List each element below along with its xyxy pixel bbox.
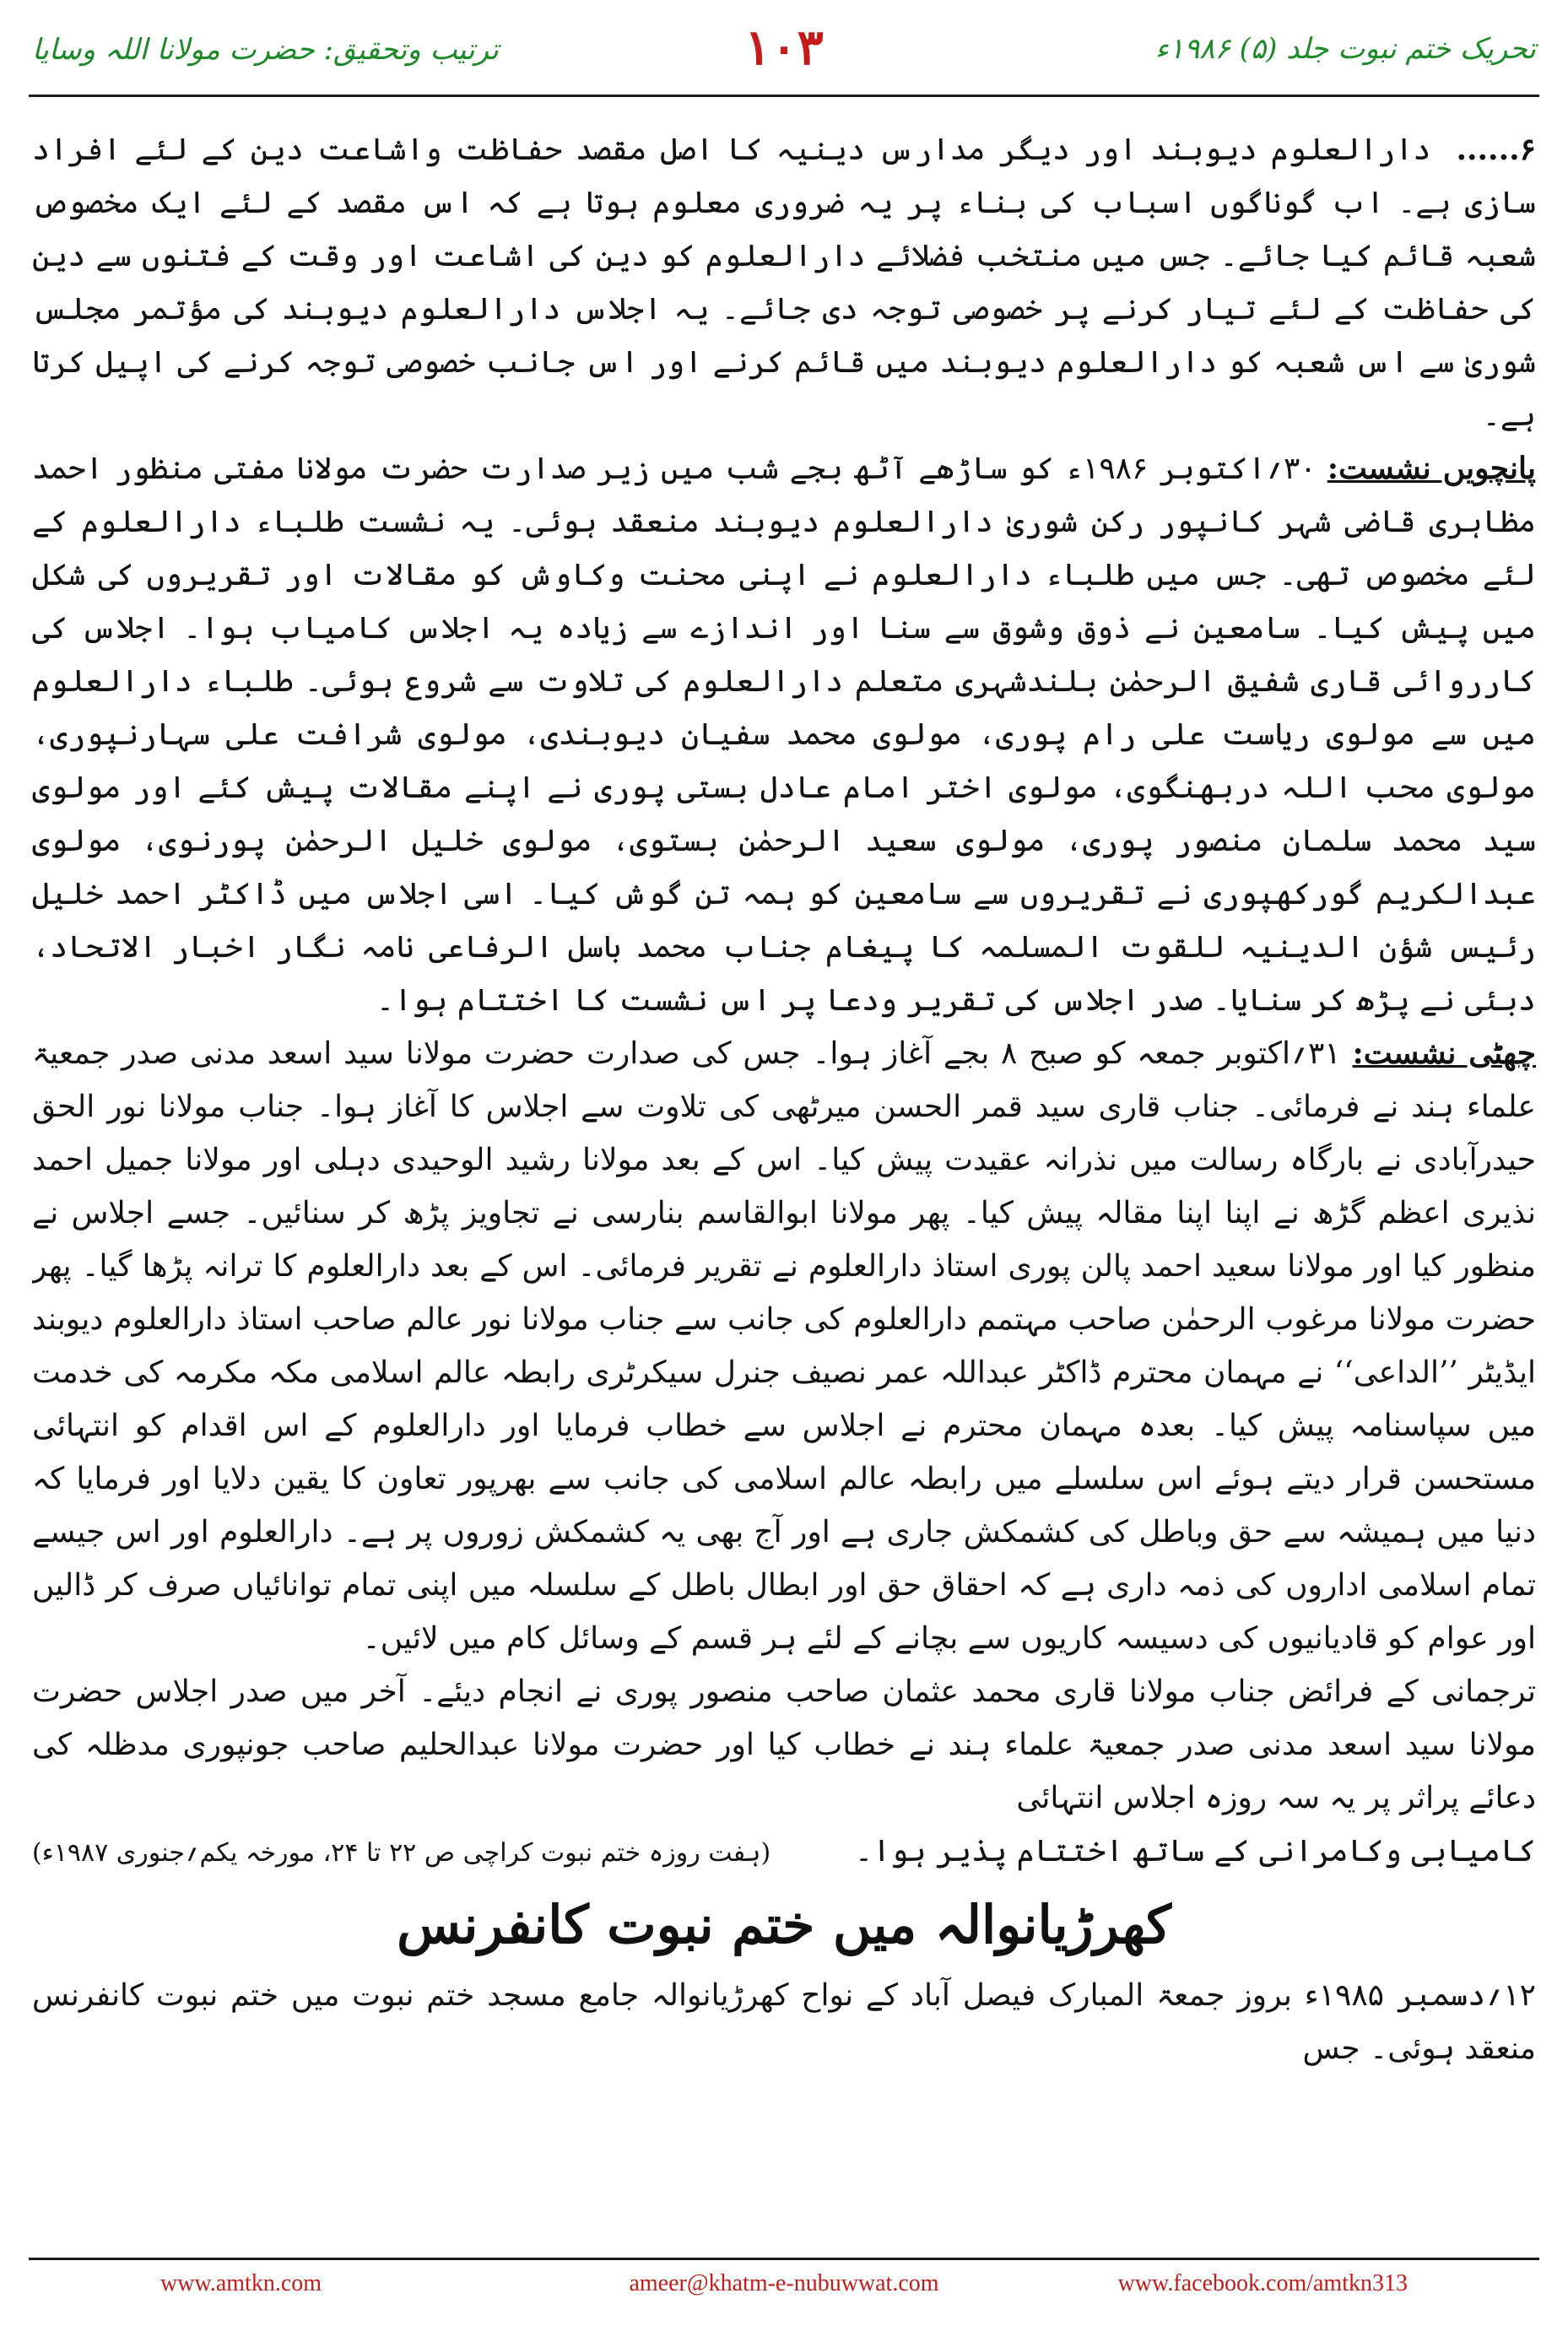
section-paragraph [32, 1969, 1536, 2075]
section-text: ۱۲؍دسمبر ۱۹۸۵ء بروز جمعۃ المبارک فیصل آباد کے نواح کھرڑیانوالہ جامع مسجد ختم نبوت میں ختم نبوت کانفرنس منعقد ہوئی۔ جس [32, 1978, 1536, 2066]
page-header [0, 0, 1568, 95]
header-compiler-credit: ترتیب وتحقیق: حضرت مولانا اللہ وسایا [32, 33, 499, 67]
session-6-heading: چھٹی نشست: [1352, 1036, 1536, 1071]
item-6-paragraph [32, 123, 1536, 442]
page-footer [0, 2270, 1568, 2321]
header-divider [29, 95, 1539, 97]
session-5-heading: پانچویں نشست: [1327, 451, 1536, 486]
closing-paragraph [32, 1665, 1536, 1825]
page-body [32, 123, 1536, 2225]
item-6-number: ۶...... [1456, 132, 1536, 167]
section-title: کھرڑیانوالہ میں ختم نبوت کانفرنس [397, 1894, 1171, 1955]
footer-divider [29, 2258, 1539, 2260]
session-5-text: ۳۰؍اکتوبر ۱۹۸۶ء کو ساڑھے آٹھ بجے شب میں زیر صدارت حضرت مولانا مفتی منظور احمد مظاہری قاضی شہر کانپور رکن شوریٰ دارالعلوم دیوبند منعقد ہوئی۔ یہ نشست طلباء دارالعلوم کے لئے مخصوص تھی۔ جس میں طلباء دارالعلوم نے اپنی محنت وکاوش کو مقالات اور تقریروں کی شکل میں پیش کیا۔ سامعین نے ذوق وشوق سے سنا اور اندازے سے زیادہ یہ اجلاس کامیاب ہوا۔ اجلاس کی کارروائی قاری شفیق الرحمٰن بلندشہری متعلم دارالعلوم کی تلاوت سے شروع ہوئی۔ طلباء دارالعلوم میں سے مولوی ریاست علی رام پوری، مولوی محمد سفیان دیوبندی، مولوی شرافت علی سہارنپوری، مولوی محب اللہ دربھنگوی، مولوی اختر امام عادل بستی پوری نے اپنے مقالات پیش کئے اور مولوی سید محمد سلمان منصور پوری، مولوی سعید الرحمٰن بستوی، مولوی خلیل الرحمٰن پورنوی، مولوی عبدالکریم گورکھپوری نے تقریروں سے سامعین کو ہمہ تن گوش کیا۔ اسی اجلاس میں ڈاکٹر احمد خلیل رئیس شؤن الدینیہ للقوت المسلمہ کا پیغام جناب محمد باسل الرفاعی نامہ نگار اخبار الاتحاد، دبئی نے پڑھ کر سنایا۔ صدر اجلاس کی تقریر ودعا پر اس نشست کا اختتام ہوا۔ [32, 452, 1536, 1018]
closing-text: ترجمانی کے فرائض جناب مولانا قاری محمد عثمان صاحب منصور پوری نے انجام دیئے۔ آخر میں صدر اجلاس حضرت مولانا سید اسعد مدنی صدر جمعیۃ علماء ہند نے خطاب کیا اور حضرت مولانا عبدالحلیم صاحب جونپوری مدظلہ کی دعائے پراثر پر یہ سہ روزہ اجلاس انتہائی [32, 1674, 1536, 1815]
page-number: ۱۰۳ [744, 19, 824, 76]
header-book-title: تحریک ختم نبوت جلد (۵) ۱۹۸۶ء [1154, 32, 1536, 66]
session-6-text: ۳۱؍اکتوبر جمعہ کو صبح ۸ بجے آغاز ہوا۔ جس کی صدارت حضرت مولانا سید اسعد مدنی صدر جمعیۃ علماء ہند نے فرمائی۔ جناب قاری سید قمر الحسن میرٹھی کی تلاوت سے اجلاس کا آغاز ہوا۔ جناب مولانا نور الحق حیدرآبادی نے بارگاہ رسالت میں نذرانہ عقیدت پیش کیا۔ اس کے بعد مولانا رشید الوحیدی دہلی اور مولانا جمیل احمد نذیری اعظم گڑھ نے اپنا اپنا مقالہ پیش کیا۔ پھر مولانا ابوالقاسم بنارسی نے تجاویز پڑھ کر سنائیں۔ جسے اجلاس نے منظور کیا اور مولانا سعید احمد پالن پوری استاذ دارالعلوم نے تقریر فرمائی۔ اس کے بعد دارالعلوم کا ترانہ پڑھا گیا۔ پھر حضرت مولانا مرغوب الرحمٰن صاحب مہتمم دارالعلوم کی جانب سے جناب مولانا نور عالم صاحب استاذ دارالعلوم دیوبند ایڈیٹر ’’الداعی‘‘ نے مہمان محترم ڈاکٹر عبداللہ عمر نصیف جنرل سیکرٹری رابطہ عالم اسلامی مکہ مکرمہ کی خدمت میں سپاسنامہ پیش کیا۔ بعدہ مہمان محترم نے اجلاس سے خطاب فرمایا اور دارالعلوم کے اس اقدام کو انتہائی مستحسن قرار دیتے ہوئے اس سلسلے میں رابطہ عالم اسلامی کی جانب سے بھرپور تعاون کا یقین دلایا اور فرمایا کہ دنیا میں ہمیشہ سے حق وباطل کی کشمکش جاری ہے اور آج بھی یہ کشمکش زوروں پر ہے۔ دارالعلوم اور اس جیسے تمام اسلامی اداروں کی ذمہ داری ہے کہ احقاق حق اور ابطال باطل کے سلسلہ میں اپنی تمام توانائیاں صرف کر ڈالیں اور عوام کو قادیانیوں کی دسیسہ کاریوں سے بچانے کے لئے ہر قسم کے وسائل کام میں لائیں۔ [32, 1036, 1536, 1656]
item-6-text: دارالعلوم دیوبند اور دیگر مدارس دینیہ کا اصل مقصد حفاظت واشاعت دین کے لئے افراد سازی ہے۔ اب گوناگوں اسباب کی بناء پر یہ ضروری معلوم ہوتا ہے کہ اس مقصد کے لئے ایک مخصوص شعبہ قائم کیا جائے۔ جس میں منتخب فضلائے دارالعلوم کو دین کی اشاعت اور وقت کے فتنوں سے دین کی حفاظت کے لئے تیار کرنے پر خصوصی توجہ دی جائے۔ یہ اجلاس دارالعلوم دیوبند کی مؤتمر مجلس شوریٰ سے اس شعبہ کو دارالعلوم دیوبند میں قائم کرنے اور اس جانب خصوصی توجہ کرنے کی اپیل کرتا ہے۔ [32, 133, 1536, 433]
source-reference: (ہفت روزہ ختم نبوت کراچی ص ۲۲ تا ۲۴، مورخہ یکم؍جنوری ۱۹۸۷ء) [32, 1838, 771, 1868]
footer-website-link[interactable]: www.amtkn.com [160, 2270, 322, 2296]
session-5-paragraph [32, 442, 1536, 1027]
closing-last-text: کامیابی وکامرانی کے ساتھ اختتام پذیر ہوا۔ [855, 1834, 1536, 1869]
closing-last-line [32, 1825, 1536, 1880]
session-6-paragraph [32, 1027, 1536, 1665]
footer-email-link[interactable]: ameer@khatm-e-nubuwwat.com [629, 2270, 939, 2296]
footer-facebook-link[interactable]: www.facebook.com/amtkn313 [1117, 2270, 1408, 2296]
